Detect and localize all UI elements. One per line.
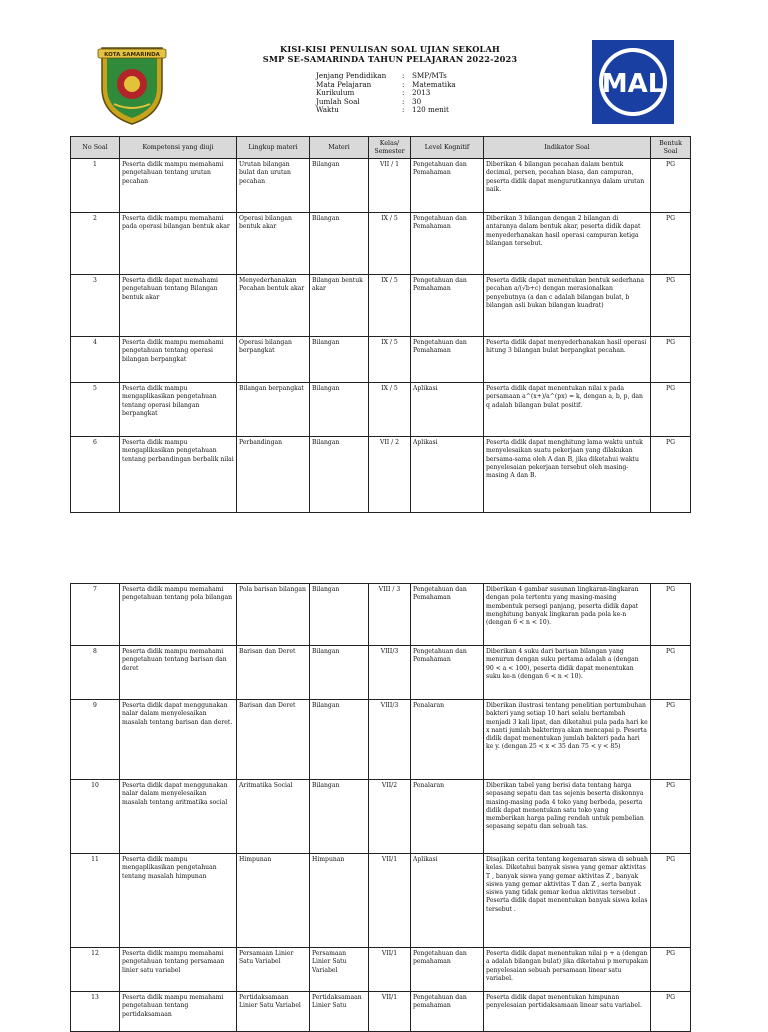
table-row: [71, 275, 691, 337]
header-kelas: Kelas/ Semester: [369, 137, 411, 159]
cell-level: Penalaran: [411, 700, 484, 780]
cell-lingkup: Pertidaksamaan Linier Satu Variabel: [237, 992, 310, 1032]
cell-kompetensi: Peserta didik mampu memahami pengetahuan tentang operasi bilangan berpangkat: [120, 337, 237, 383]
cell-materi: Bilangan: [310, 646, 369, 700]
header-indikator: Indikator Soal: [484, 137, 651, 159]
cell-bentuk: PG: [651, 780, 691, 854]
header-lingkup: Lingkup materi: [237, 137, 310, 159]
cell-kelas: IX / 5: [369, 275, 411, 337]
table-row: [71, 383, 691, 437]
cell-kompetensi: Peserta didik mampu mengaplikasikan pengetahuan tentang operasi bilangan berpangkat: [120, 383, 237, 437]
cell-lingkup: Operasi bilangan berpangkat: [237, 337, 310, 383]
cell-kelas: VII / 1: [369, 159, 411, 213]
cell-bentuk: PG: [651, 584, 691, 646]
table-row: [71, 437, 691, 513]
cell-kompetensi: Peserta didik dapat menggunakan nalar dalam menyelesaikan masalah tentang barisan dan deret.: [120, 700, 237, 780]
cell-indikator: Diberikan 3 bilangan dengan 2 bilangan di antaranya dalam bentuk akar, peserta didik dapat menyederhanakan hasil operasi campuran ketiga bilangan tersebut.: [484, 213, 651, 275]
meta-row: Jumlah Soal : 30: [316, 96, 422, 106]
cell-kompetensi: Peserta didik dapat menggunakan nalar dalam menyelesaikan masalah tentang aritmatika social: [120, 780, 237, 854]
cell-bentuk: PG: [651, 646, 691, 700]
cell-kelas: IX / 5: [369, 213, 411, 275]
meta-row: Waktu : 120 menit: [316, 105, 449, 115]
cell-materi: Bilangan: [310, 213, 369, 275]
document-header: [0, 0, 768, 135]
cell-bentuk: PG: [651, 700, 691, 780]
cell-level: Penalaran: [411, 780, 484, 854]
cell-lingkup: Barisan dan Deret: [237, 646, 310, 700]
cell-materi: Bilangan: [310, 584, 369, 646]
cell-lingkup: Perbandingan: [237, 437, 310, 513]
cell-no: 2: [71, 213, 120, 275]
document-meta: [316, 72, 456, 115]
cell-kelas: IX / 5: [369, 337, 411, 383]
cell-indikator: Peserta didik dapat menghitung lama waktu untuk menyelesaikan suatu pekerjaan yang dilakukan bersama-sama oleh A dan B, jika diketahui waktu penyelesaian pekerjaan tersebut oleh masing-masing A dan B.: [484, 437, 651, 513]
cell-kelas: VII / 2: [369, 437, 411, 513]
cell-kelas: VII/1: [369, 992, 411, 1032]
cell-no: 4: [71, 337, 120, 383]
cell-no: 10: [71, 780, 120, 854]
cell-level: Pengetahuan dan pemahaman: [411, 992, 484, 1032]
table-row: [71, 646, 691, 700]
cell-indikator: Peserta didik dapat menentukan nilai x pada persamaan a^(x+)/a^(px) = k, dengan a, b, p, dan q adalah bilangan bulat positif.: [484, 383, 651, 437]
cell-no: 13: [71, 992, 120, 1032]
grid-table-page-1: [70, 136, 691, 513]
mal-logo: [592, 40, 674, 124]
cell-level: Aplikasi: [411, 437, 484, 513]
cell-kompetensi: Peserta didik mampu memahami pengetahuan tentang persamaan linier satu variabel: [120, 948, 237, 992]
cell-level: Aplikasi: [411, 854, 484, 948]
cell-lingkup: Menyederhanakan Pecahan bentuk akar: [237, 275, 310, 337]
cell-no: 7: [71, 584, 120, 646]
title-line-2: SMP SE-SAMARINDA TAHUN PELAJARAN 2022-2023: [262, 54, 518, 64]
cell-materi: Bilangan: [310, 337, 369, 383]
cell-no: 5: [71, 383, 120, 437]
cell-indikator: Diberikan ilustrasi tentang penelitian pertumbuhan bakteri yang setiap 10 hari selalu bertambah menjadi 3 kali lipat, dan diketahui pula pada hari ke x nanti jumlah bakterinya akan mencapai p. Peserta didik dapat menentukan jumlah bakteri pada hari ke y. (dengan 25 < x < 35 dan 75 < y < 85): [484, 700, 651, 780]
table-row: [71, 948, 691, 992]
grid-table-page-2: [70, 583, 691, 1032]
cell-materi: Pertidaksamaan Linier Satu: [310, 992, 369, 1032]
cell-level: Pengetahuan dan Pemahaman: [411, 646, 484, 700]
table-row: [71, 780, 691, 854]
cell-lingkup: Bilangan berpangkat: [237, 383, 310, 437]
header-no: No Soal: [71, 137, 120, 159]
cell-materi: Bilangan bentuk akar: [310, 275, 369, 337]
cell-no: 11: [71, 854, 120, 948]
cell-indikator: Peserta didik dapat menentukan nilai p + a (dengan a adalah bilangan bulat) jika diketahui p merupakan penyelesaian sebuah persamaan linear satu variabel.: [484, 948, 651, 992]
cell-materi: Bilangan: [310, 700, 369, 780]
cell-no: 1: [71, 159, 120, 213]
cell-indikator: Peserta didik dapat menyederhanakan hasil operasi hitung 3 bilangan bulat berpangkat pecahan.: [484, 337, 651, 383]
header-kompetensi: Kompetensi yang diuji: [120, 137, 237, 159]
cell-bentuk: PG: [651, 854, 691, 948]
cell-materi: Persamaan Linier Satu Variabel: [310, 948, 369, 992]
cell-lingkup: Persamaan Linier Satu Variabel: [237, 948, 310, 992]
cell-kelas: IX / 5: [369, 383, 411, 437]
table-row: [71, 213, 691, 275]
cell-materi: Bilangan: [310, 437, 369, 513]
svg-text:MAL: MAL: [601, 69, 665, 99]
cell-lingkup: Aritmatika Social: [237, 780, 310, 854]
table-row: [71, 584, 691, 646]
cell-lingkup: Operasi bilangan bentuk akar: [237, 213, 310, 275]
cell-level: Pengetahuan dan Pemahaman: [411, 159, 484, 213]
document-title: [250, 44, 530, 64]
cell-kelas: VII/1: [369, 948, 411, 992]
cell-bentuk: PG: [651, 948, 691, 992]
cell-kompetensi: Peserta didik mampu memahami pada operasi bilangan bentuk akar: [120, 213, 237, 275]
cell-kelas: VIII / 3: [369, 584, 411, 646]
cell-kelas: VII/1: [369, 854, 411, 948]
cell-kelas: VIII/3: [369, 646, 411, 700]
cell-bentuk: PG: [651, 275, 691, 337]
cell-indikator: Diberikan 4 bilangan pecahan dalam bentuk decimal, persen, pecahan biasa, dan campuran, peserta didik dapat mengurutkannya dalam urutan naik.: [484, 159, 651, 213]
cell-indikator: Diberikan tabel yang berisi data tentang harga sepasang sepatu dan tas sejenis beserta diskonnya masing-masing pada 4 toko yang berbeda, peserta didik dapat menentukan satu toko yang memberikan harga paling rendah untuk pembelian sepasang sepatu dan sebuah tas.: [484, 780, 651, 854]
cell-kompetensi: Peserta didik mampu memahami pengetahuan tentang pola bilangan: [120, 584, 237, 646]
cell-indikator: Peserta didik dapat menentukan himpunan penyelesaian pertidaksamaan linear satu variabel.: [484, 992, 651, 1032]
cell-level: Pengetahuan dan Pemahaman: [411, 584, 484, 646]
cell-bentuk: PG: [651, 213, 691, 275]
header-bentuk: Bentuk Soal: [651, 137, 691, 159]
cell-indikator: Peserta didik dapat menentukan bentuk sederhana pecahan a/(√b+c) dengan merasionalkan penyebutnya (a dan c adalah bilangan bulat, b bilangan asli bukan bilangan kuadrat): [484, 275, 651, 337]
title-line-1: KISI-KISI PENULISAN SOAL UJIAN SEKOLAH: [280, 44, 500, 54]
table-row: [71, 159, 691, 213]
samarinda-crest-logo: [94, 42, 170, 126]
cell-lingkup: Pola barisan bilangan: [237, 584, 310, 646]
svg-text:KOTA SAMARINDA: KOTA SAMARINDA: [104, 52, 160, 58]
cell-level: Pengetahuan dan Pemahaman: [411, 275, 484, 337]
cell-bentuk: PG: [651, 437, 691, 513]
cell-kompetensi: Peserta didik mampu memahami pengetahuan tentang pertidaksamaan: [120, 992, 237, 1032]
table-row: [71, 700, 691, 780]
cell-bentuk: PG: [651, 159, 691, 213]
cell-no: 6: [71, 437, 120, 513]
cell-indikator: Diberikan 4 suku dari barisan bilangan yang menurun dengan suku pertama adalah a (dengan 90 < a < 100), peserta didik dapat menentukan suku ke-n (dengan 6 < n < 10).: [484, 646, 651, 700]
meta-row: Kurikulum : 2013: [316, 88, 431, 98]
cell-no: 9: [71, 700, 120, 780]
cell-kompetensi: Peserta didik mampu memahami pengetahuan tentang barisan dan deret: [120, 646, 237, 700]
cell-no: 12: [71, 948, 120, 992]
meta-row: Jenjang Pendidikan : SMP/MTs: [316, 71, 447, 80]
cell-bentuk: PG: [651, 992, 691, 1032]
cell-level: Pengetahuan dan Pemahaman: [411, 213, 484, 275]
cell-bentuk: PG: [651, 383, 691, 437]
table-row: [71, 337, 691, 383]
cell-materi: Bilangan: [310, 159, 369, 213]
cell-kompetensi: Peserta didik mampu memahami pengetahuan tentang urutan pecahan: [120, 159, 237, 213]
cell-lingkup: Himpunan: [237, 854, 310, 948]
cell-level: Pengetahuan dan Pemahaman: [411, 337, 484, 383]
cell-materi: Bilangan: [310, 383, 369, 437]
header-materi: Materi: [310, 137, 369, 159]
cell-lingkup: Urutan bilangan bulat dan urutan pecahan: [237, 159, 310, 213]
cell-indikator: Diberikan 4 gambar susunan lingkaran-lingkaran dengan pola tertentu yang masing-masing membentuk persegi panjang, peserta didik dapat menghitung banyak lingkaran pada pola ke-n (dengan 6 < n < 10).: [484, 584, 651, 646]
cell-no: 8: [71, 646, 120, 700]
cell-kelas: VIII/3: [369, 700, 411, 780]
cell-level: Aplikasi: [411, 383, 484, 437]
cell-bentuk: PG: [651, 337, 691, 383]
cell-kompetensi: Peserta didik mampu mengaplikasikan pengetahuan tentang masalah himpunan: [120, 854, 237, 948]
cell-level: Pengetahuan dan pemahaman: [411, 948, 484, 992]
table-header-row: [71, 137, 691, 159]
cell-kompetensi: Peserta didik dapat memahami pengetahuan tentang Bilangan bentuk akar: [120, 275, 237, 337]
cell-materi: Himpunan: [310, 854, 369, 948]
table-row: [71, 992, 691, 1032]
cell-indikator: Disajikan cerita tentang kegemaran siswa di sebuah kelas. Diketahui banyak siswa yang gemar aktivitas T , banyak siswa yang gemar aktivitas Z , banyak siswa yang gemar aktivitas T dan Z , serta banyak siswa yang tidak gemar kedua aktivitas tersebut . Peserta didik dapat menentukan banyak siswa kelas tersebut .: [484, 854, 651, 948]
cell-kelas: VII/2: [369, 780, 411, 854]
meta-row: Mata Pelajaran : Matematika: [316, 79, 456, 89]
cell-lingkup: Barisan dan Deret: [237, 700, 310, 780]
header-level: Level Kognitif: [411, 137, 484, 159]
cell-materi: Bilangan: [310, 780, 369, 854]
cell-kompetensi: Peserta didik mampu mengaplikasikan pengetahuan tentang perbandingan berbalik nilai: [120, 437, 237, 513]
table-row: [71, 854, 691, 948]
cell-no: 3: [71, 275, 120, 337]
